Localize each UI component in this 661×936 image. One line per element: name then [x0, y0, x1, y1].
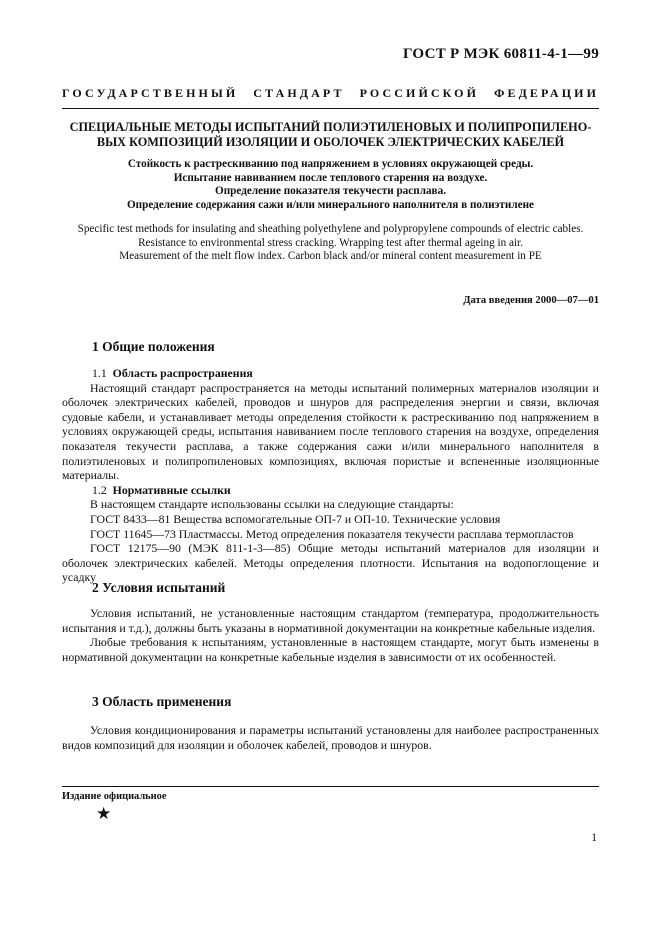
official-edition-label: Издание официальное	[62, 791, 167, 802]
document-subtitle	[62, 158, 599, 212]
page-number: 1	[591, 832, 597, 844]
section-2-body	[62, 606, 599, 664]
section-3-heading: 3 Область применения	[92, 694, 232, 709]
star-icon: ★	[96, 804, 112, 823]
subtitle-line-2: Испытание навиванием после теплового старения на воздухе.	[173, 171, 488, 184]
title-line-1: СПЕЦИАЛЬНЫЕ МЕТОДЫ ИСПЫТАНИЙ ПОЛИЭТИЛЕНОВЫХ И ПОЛИПРОПИЛЕНО-	[69, 120, 592, 134]
introduction-date: Дата введения 2000—07—01	[463, 295, 599, 306]
section-3-body	[62, 723, 599, 752]
state-standard-heading: ГОСУДАРСТВЕННЫЙ СТАНДАРТ РОССИЙСКОЙ ФЕДЕРАЦИИ	[62, 86, 599, 100]
subsection-1-2-number: 1.2	[92, 482, 107, 497]
english-title	[62, 223, 599, 264]
english-line-3: Measurement of the melt flow index. Carbon black and/or mineral content measurement in PE	[119, 250, 542, 263]
reference-gost-11645: ГОСТ 11645—73 Пластмассы. Метод определения показателя текучести расплава термопластов	[90, 526, 574, 541]
section-1-heading: 1 Общие положения	[92, 339, 215, 354]
section-1-body	[62, 366, 599, 585]
english-line-2: Resistance to environmental stress cracking. Wrapping test after thermal ageing in air.	[138, 236, 523, 249]
subsection-1-1-number: 1.1	[92, 366, 107, 380]
english-line-1: Specific test methods for insulating and sheathing polyethylene and polypropylene compounds of electric cables.	[77, 223, 584, 235]
footer-rule	[62, 786, 599, 787]
test-conditions-paragraph: Условия испытаний, не установленные настоящим стандартом (температура, продолжительность испытания и т.д.), должны быть указаны в нормативной документации на конкретные кабельные изделия.	[62, 606, 599, 635]
subtitle-line-3: Определение показателя текучести расплава.	[215, 185, 446, 198]
scope-paragraph: Настоящий стандарт распространяется на методы испытаний полимерных материалов изоляции и оболочек электрических кабелей, проводов и шнуров для распределения энергии и связи, включая судовые кабели, и устанавливает методы определения стойкости к растрескиванию под напряжением в условиях окружающей среды, испытания навиванием после теплового старения на воздухе, определения показателя текучести расплава, а также содержания сажи и/или минерального наполнителя в полиэтиленовых и полипропиленовых композициях, включая пористые и вспененные изоляционные материалы.	[62, 380, 599, 483]
section-2-heading: 2 Условия испытаний	[92, 580, 226, 595]
top-rule	[62, 108, 599, 109]
title-line-2: ВЫХ КОМПОЗИЦИЙ ИЗОЛЯЦИИ И ОБОЛОЧЕК ЭЛЕКТРИЧЕСКИХ КАБЕЛЕЙ	[96, 135, 565, 149]
test-requirements-paragraph: Любые требования к испытаниям, установленные в настоящем стандарте, могут быть изменены в нормативной документации на конкретные кабельные изделия в зависимости от их особенностей.	[62, 635, 599, 664]
subsection-1-1-heading	[90, 366, 599, 381]
application-paragraph: Условия кондиционирования и параметры испытаний установлены для наиболее распространенных видов композиций для изоляции и оболочек кабелей, проводов и шнуров.	[62, 723, 599, 752]
subsection-1-2-heading	[90, 483, 599, 498]
subsection-1-1-title: Область распространения	[112, 366, 253, 380]
subtitle-line-1: Стойкость к растрескиванию под напряжением в условиях окружающей среды.	[127, 158, 534, 170]
reference-gost-12175: ГОСТ 12175—90 (МЭК 811-1-3—85) Общие методы испытаний материалов для изоляции и оболочек электрических кабелей. Методы определения плотности. Испытания на водопоглощение и усадку	[62, 541, 599, 585]
document-title	[62, 120, 599, 150]
references-intro: В настоящем стандарте использованы ссылки на следующие стандарты:	[90, 497, 454, 512]
standard-code: ГОСТ Р МЭК 60811-4-1—99	[402, 46, 599, 62]
subtitle-line-4: Определение содержания сажи и/или минерального наполнителя в полиэтилене	[126, 198, 535, 211]
subsection-1-2-title: Нормативные ссылки	[112, 482, 231, 497]
reference-gost-8433: ГОСТ 8433—81 Вещества вспомогательные ОП-7 и ОП-10. Технические условия	[90, 511, 501, 526]
